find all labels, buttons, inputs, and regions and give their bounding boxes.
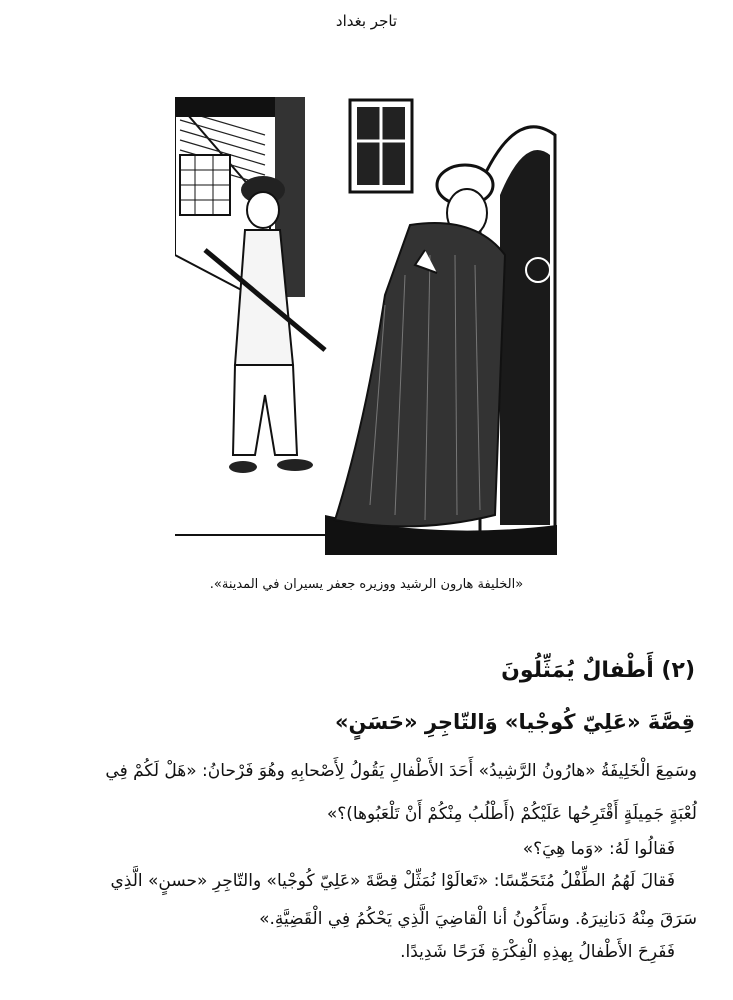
paragraph-line: فَقالُوا لَهُ: «وَما هِيَ؟» bbox=[522, 839, 675, 859]
section-title: (٢) أَطْفالٌ يُمَثِّلُونَ bbox=[501, 658, 695, 683]
running-title: تاجر بغداد bbox=[335, 12, 398, 30]
paragraph-line: وسَمِعَ الْخَلِيفَةُ «هارُونُ الرَّشِيدُ» أَحَدَ الأَطْفالِ يَقُولُ لِأَصْحابِهِ وهُوَ فَرْحانُ: «هَلْ لَكُمْ فِي bbox=[105, 761, 697, 781]
paragraph-line: سَرَقَ مِنْهُ دَنانِيرَهُ. وسَأَكُونُ أنا الْقاضِيَ الَّذِي يَحْكُمُ فِي الْقَضِيَّةِ.» bbox=[259, 909, 697, 929]
paragraph-line: فَفَرِحَ الأَطْفالُ بِهذِهِ الْفِكْرَةِ فَرَحًا شَدِيدًا. bbox=[400, 942, 675, 962]
illustration bbox=[175, 95, 557, 555]
figure-caption: «الخليفة هارون الرشيد ووزيره جعفر يسيران في المدينة». bbox=[209, 577, 524, 592]
story-title: قِصَّةَ «عَلِيّ كُوجْيا» وَالتّاجِرِ «حَسَنٍ» bbox=[334, 710, 695, 734]
paragraph-line: لُعْبَةٍ جَمِيلَةٍ أَقْتَرِحُها عَلَيْكُمْ (أَطْلُبُ مِنْكُمْ أَنْ تَلْعَبُوها)؟» bbox=[326, 804, 697, 824]
paragraph-line: فَقالَ لَهُمُ الطِّفْلُ مُتَحَمِّسًا: «تَعالَوْا نُمَثِّلْ قِصَّةَ «عَلِيّ كُوجْيا» والتّاجِرِ «حسنٍ» الَّذِي bbox=[110, 871, 675, 891]
